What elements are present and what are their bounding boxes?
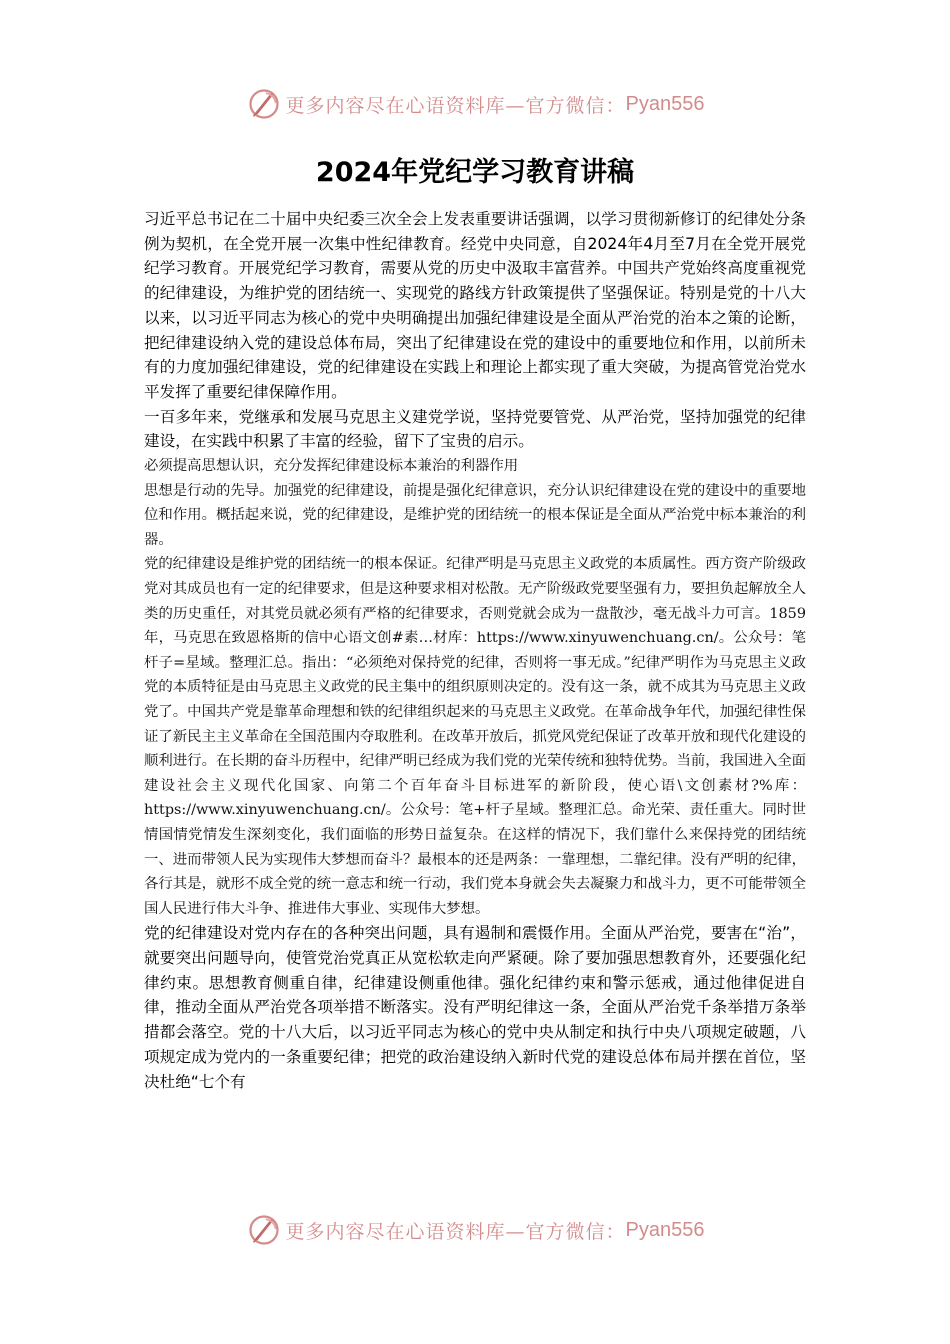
pen-logo-icon — [246, 86, 282, 122]
paragraph: 一百多年来，党继承和发展马克思主义建党学说，坚持党要管党、从严治党，坚持加强党的纪律建设，在实践中积累了丰富的经验，留下了宝贵的启示。 — [144, 407, 806, 451]
pen-logo-icon — [246, 1212, 282, 1248]
header-watermark — [0, 84, 950, 124]
watermark-wechat: Pyan556 — [625, 1218, 705, 1241]
document-body — [144, 207, 806, 1094]
watermark-wechat: Pyan556 — [625, 92, 705, 115]
section-heading: 必须提高思想认识，充分发挥纪律建设标本兼治的利器作用 — [144, 458, 519, 475]
watermark-text: 更多内容尽在心语资料库—官方微信： — [285, 94, 626, 117]
paragraph: 党的纪律建设对党内存在的各种突出问题，具有遏制和震慑作用。全面从严治党，要害在“治”，就要突出问题导向，使管党治党真正从宽松软走向严紧硬。除了要加强思想教育外，还要强化纪律约束。思想教育侧重自律，纪律建设侧重他律。强化纪律约束和警示惩戒，通过他律促进自律，推动全面从严治党各项举措不断落实。没有严明纪律这一条，全面从严治党千条举措万条举措都会落空。党的十八大后，以习近平同志为核心的党中央从制定和执行中央八项规定破题，八项规定成为党内的一条重要纪律；把党的政治建设纳入新时代党的建设总体布局并摆在首位，坚决杜绝“七个有 — [144, 924, 806, 1091]
paragraph: 思想是行动的先导。加强党的纪律建设，前提是强化纪律意识，充分认识纪律建设在党的建设中的重要地位和作用。概括起来说，党的纪律建设，是维护党的团结统一的根本保证是全面从严治党中标本兼治的利器。 — [144, 482, 806, 548]
watermark-text: 更多内容尽在心语资料库—官方微信： — [285, 1220, 626, 1243]
document-title: 2024年党纪学习教育讲稿 — [315, 157, 635, 188]
paragraph: 党的纪律建设是维护党的团结统一的根本保证。纪律严明是马克思主义政党的本质属性。西方资产阶级政党对其成员也有一定的纪律要求，但是这种要求相对松散。无产阶级政党要坚强有力，要担负起解放全人类的历史重任，对其党员就必须有严格的纪律要求，否则党就会成为一盘散沙，毫无战斗力可言。1859年，马克思在致恩格斯的信中心语文创#素…材库：https://www.xinyuwenchuang.cn/。公众号：笔杆子=星域。整理汇总。指出：“必须绝对保持党的纪律，否则将一事无成。”纪律严明作为马克思主义政党的本质特征是由马克思主义政党的民主集中的组织原则决定的。没有这一条，就不成其为马克思主义政党了。中国共产党是靠革命理想和铁的纪律组织起来的马克思主义政党。在革命战争年代，加强纪律性保证了新民主主义革命在全国范围内夺取胜利。在改革开放后，抓党风党纪保证了改革开放和现代化建设的顺利进行。在长期的奋斗历程中，纪律严明已经成为我们党的光荣传统和独特优势。当前，我国进入全面建设社会主义现代化国家、向第二个百年奋斗目标进军的新阶段，使心语\文创素材?%库：https://www.xinyuwenchuang.cn/。公众号：笔+杆子星域。整理汇总。命光荣、责任重大。同时世情国情党情发生深刻变化，我们面临的形势日益复杂。在这样的情况下，我们靠什么来保持党的团结统一、进而带领人民为实现伟大梦想而奋斗？最根本的还是两条：一靠理想，二靠纪律。没有严明的纪律，各行其是，就形不成全党的统一意志和统一行动，我们党本身就会失去凝聚力和战斗力，更不可能带领全国人民进行伟大斗争、推进伟大事业、实现伟大梦想。 — [144, 556, 806, 917]
footer-watermark — [0, 1210, 950, 1250]
paragraph: 习近平总书记在二十届中央纪委三次全会上发表重要讲话强调，以学习贯彻新修订的纪律处分条例为契机，在全党开展一次集中性纪律教育。经党中央同意，自2024年4月至7月在全党开展党纪学习教育。开展党纪学习教育，需要从党的历史中汲取丰富营养。中国共产党始终高度重视党的纪律建设，为维护党的团结统一、实现党的路线方针政策提供了坚强保证。特别是党的十八大以来，以习近平同志为核心的党中央明确提出加强纪律建设是全面从严治党的治本之策的论断，把纪律建设纳入党的建设总体布局，突出了纪律建设在党的建设中的重要地位和作用，以前所未有的力度加强纪律建设，党的纪律建设在实践上和理论上都实现了重大突破，为提高管党治党水平发挥了重要纪律保障作用。 — [144, 210, 806, 401]
